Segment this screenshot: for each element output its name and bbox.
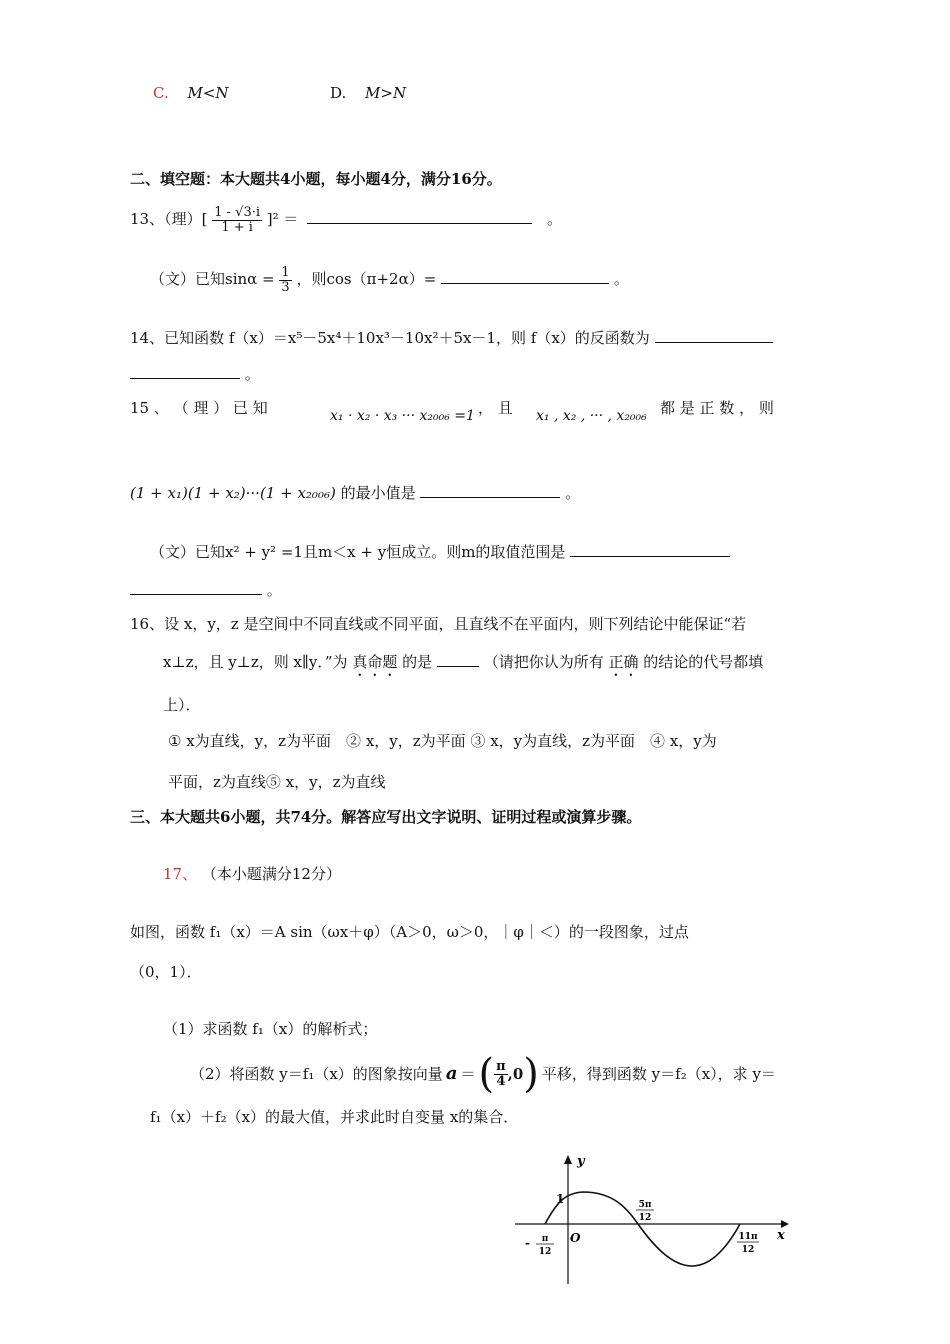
q17-part2-line2: f₁（x）＋f₂（x）的最大值，并求此时自变量 x的集合．: [150, 1108, 519, 1126]
option-c-label: C.: [153, 84, 169, 102]
q15-wen-answer-blank-1[interactable]: [570, 542, 730, 557]
q15-expr-line: [130, 483, 580, 502]
q17-header: [163, 865, 341, 883]
y-axis-arrow: [564, 1155, 572, 1164]
q17-vector-right-paren: ): [523, 1051, 539, 1097]
q13-wen-frac-denominator: 3: [281, 279, 290, 295]
sine-graph: [505, 1150, 805, 1290]
q16-emphasis-correct: 正确: [608, 653, 639, 671]
section3-heading: 三、本大题共6小题，共74分。解答应写出文字说明、证明过程或演算步骤。: [130, 808, 642, 826]
option-d-label: D.: [330, 84, 347, 102]
q13-li: [130, 206, 562, 234]
option-c: [153, 84, 229, 102]
right-tick-numerator: 11π: [738, 1232, 758, 1242]
q13-wen-frac-numerator: 1: [281, 265, 290, 280]
option-d: [330, 84, 406, 102]
q17-line2: （0，1）．: [130, 963, 202, 981]
q15-variables: x₁ , x₂ , ··· , x₂₀₀₆: [536, 408, 647, 424]
q15-mid: ， 且: [478, 399, 513, 417]
q17-line1: 如图，函数 f₁（x）＝A sin（ωx＋φ）（A＞0，ω＞0，｜φ｜＜）的一段图象，过点: [130, 923, 689, 941]
x-axis-arrow: [781, 1220, 789, 1228]
q16-line2-post2: 的结论的代号都填: [643, 653, 764, 671]
q13-wen-pre: （文）已知sinα =: [150, 270, 275, 289]
q17-vector-frac-bottom: 4: [496, 1073, 506, 1089]
q13-fraction: [212, 206, 262, 234]
q17-vector-left-paren: (: [478, 1051, 495, 1097]
mid-tick-numerator: 5π: [638, 1200, 652, 1210]
q17-part2-pre: （2）将函数 y＝f₁（x）的图象按向量: [190, 1065, 443, 1083]
q17-vector-name: a: [445, 1063, 458, 1085]
q13-after: ]² ＝: [266, 210, 299, 229]
q16-line1: 16、设 x，y，z 是空间中不同直线或不同平面，且直线不在平面内，则下列结论中能保证“若: [130, 615, 747, 633]
q16-emphasis-true-proposition: 真命题: [352, 653, 398, 671]
q15-end: 。: [565, 484, 581, 502]
neg-tick-denominator: 12: [538, 1247, 552, 1257]
q15-wen-line2: [130, 580, 282, 599]
q14-end: 。: [244, 365, 260, 383]
q14-line1: [130, 328, 773, 347]
q17-score: （本小题满分12分）: [201, 865, 341, 883]
q13-wen: [150, 266, 629, 294]
right-tick-denominator: 12: [741, 1245, 755, 1255]
option-c-text: M<N: [187, 84, 229, 102]
q15-wen-end: 。: [266, 581, 282, 599]
q14-line2: [130, 364, 260, 383]
x-axis-label: x: [777, 1228, 785, 1243]
q14-text: 14、已知函数 f（x）＝x⁵－5x⁴＋10x³－10x²＋5x－1，则 f（x）的反函数为: [130, 329, 650, 347]
q15-answer-blank[interactable]: [420, 483, 560, 498]
q16-line3: 上）．: [163, 696, 201, 714]
q15-expression: (1 + x₁)(1 + x₂)···(1 + x₂₀₀₆): [130, 484, 336, 502]
neg-tick-numerator: π: [541, 1234, 549, 1244]
q17-vector-eq: ＝: [460, 1065, 476, 1083]
q15-tail: 都 是 正 数 ， 则: [660, 399, 774, 417]
option-d-text: M>N: [365, 84, 407, 102]
q14-answer-blank-2[interactable]: [130, 364, 240, 379]
q16-options-line: ① x为直线，y，z为平面 ② x，y，z为平面 ③ x，y为直线，z为平面 ④ x，y为: [168, 732, 717, 750]
q15-expr-post: 的最小值是: [340, 484, 416, 502]
q15-condition: x₁ · x₂ · x₃ ··· x₂₀₀₆ =1: [330, 408, 475, 424]
origin-label: O: [570, 1231, 581, 1245]
q13-frac-denominator: 1 + i: [221, 219, 253, 235]
y-one-label: 1: [556, 1192, 565, 1206]
q15-wen-answer-blank-2[interactable]: [130, 580, 262, 595]
q14-answer-blank-1[interactable]: [655, 328, 773, 343]
q17-vector-fraction: [494, 1060, 508, 1088]
neg-sign-label: -: [525, 1236, 530, 1250]
q16-line2-mid: 的是: [402, 653, 433, 671]
q13-end: 。: [547, 210, 563, 229]
q16-line2-pre: x⊥z，且 y⊥z，则 x∥y．”为: [163, 653, 348, 671]
q16-line2: [163, 652, 763, 680]
q17-vector-tail: ,0: [507, 1065, 524, 1083]
q13-frac-numerator: 1 - √3·i: [214, 205, 261, 220]
q17-part2: [190, 1050, 776, 1098]
q15-lead: 15 、 （ 理 ） 已 知: [130, 399, 268, 417]
q13-wen-end: 。: [613, 270, 629, 289]
q17-vector-frac-top: π: [496, 1058, 506, 1074]
q17-part1: （1）求函数 f₁（x）的解析式；: [163, 1020, 378, 1038]
q17-part2-post: 平移，得到函数 y＝f₂（x），求 y＝: [541, 1065, 776, 1083]
q13-wen-post: ，则cos（π+2α）=: [296, 270, 437, 289]
q16-answer-blank[interactable]: [437, 652, 479, 667]
mid-tick-denominator: 12: [638, 1213, 652, 1223]
q13-wen-answer-blank[interactable]: [441, 269, 609, 284]
q13-number: 13、（理）[: [130, 210, 208, 229]
q16-line2-post: （请把你认为所有: [483, 653, 604, 671]
y-axis-label: y: [577, 1154, 585, 1169]
q13-wen-fraction: [279, 266, 291, 294]
section2-heading: 二、填空题：本大题共4小题，每小题4分，满分16分。: [130, 170, 502, 188]
q15-wen: （文）已知x² + y² =1且m＜x + y恒成立。则m的取值范围是: [150, 543, 566, 561]
q16-options-line2: 平面，z为直线⑤ x，y，z为直线: [168, 773, 386, 791]
q15-wen-line: [150, 542, 730, 561]
q13-answer-blank[interactable]: [307, 209, 532, 224]
q17-number: 17、: [163, 865, 198, 883]
